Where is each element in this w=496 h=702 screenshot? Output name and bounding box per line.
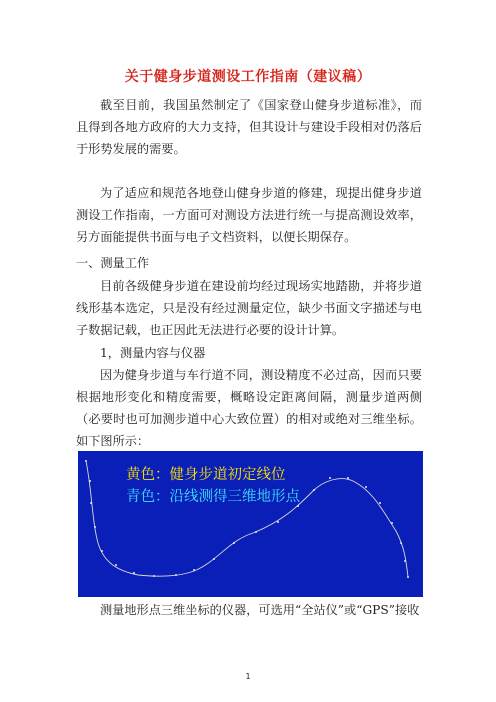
survey-figure-svg bbox=[78, 451, 423, 597]
survey-figure bbox=[78, 451, 423, 597]
survey-point bbox=[85, 460, 87, 462]
survey-point bbox=[391, 522, 393, 524]
subsection-paragraph: 因为健身步道与车行道不同，测设精度不必过高，因而只要根据地形变化和精度需要，概略设定距离间隔，测量步道两侧（必要时也可加测步道中心大致位置）的相对或绝对三维坐标。如下图所示： bbox=[76, 368, 422, 448]
survey-point bbox=[133, 572, 135, 574]
survey-point bbox=[94, 526, 96, 528]
page-number: 1 bbox=[245, 672, 251, 681]
section-heading-measurement: 一、测量工作 bbox=[76, 256, 150, 270]
subsection-heading-content-instruments: 1，测量内容与仪器 bbox=[100, 346, 206, 360]
survey-point bbox=[400, 542, 402, 544]
measurement-paragraph: 目前各级健身步道在建设前均经过现场实地踏勘，并将步道线形基本选定，只是没有经过测量定位，缺少书面文字描述与电子数据记载，也正因此无法进行必要的设计计算。 bbox=[76, 279, 422, 337]
survey-point bbox=[365, 486, 367, 488]
legend-cyan: 青色：沿线测得三维地形点 bbox=[126, 489, 300, 505]
survey-point bbox=[329, 477, 331, 479]
survey-point bbox=[404, 560, 406, 562]
survey-point bbox=[297, 505, 299, 507]
survey-point bbox=[213, 558, 215, 560]
survey-point bbox=[89, 480, 91, 482]
last-paragraph-line: 测量地形点三维坐标的仪器，可选用“全站仪”或“GPS”接收 bbox=[100, 603, 420, 617]
legend-yellow: 黄色：健身步道初定线位 bbox=[126, 467, 286, 483]
intro-paragraph-1: 截至目前，我国虽然制定了《国家登山健身步道标准》，而且得到各地方政府的大力支持，但其设计与建设手段相对仍落后于形势发展的需要。 bbox=[76, 98, 422, 156]
survey-point bbox=[255, 531, 257, 533]
survey-point bbox=[90, 502, 92, 504]
survey-point bbox=[407, 576, 409, 578]
survey-point bbox=[277, 521, 279, 523]
survey-point bbox=[193, 569, 195, 571]
document-title: 关于健身步道测设工作指南（建议稿） bbox=[124, 69, 372, 85]
survey-point bbox=[101, 550, 103, 552]
survey-point bbox=[313, 489, 315, 491]
survey-point bbox=[379, 502, 381, 504]
intro-paragraph-2: 为了适应和规范各地登山健身步道的修建，现提出健身步道测设工作指南，一方面可对测设方法进行统一与提高测设效率，另方面能提供书面与电子文档资料，以便长期保存。 bbox=[76, 186, 422, 244]
survey-point bbox=[153, 575, 155, 577]
survey-point bbox=[347, 477, 349, 479]
survey-point bbox=[175, 574, 177, 576]
survey-point bbox=[233, 542, 235, 544]
survey-point bbox=[115, 564, 117, 566]
